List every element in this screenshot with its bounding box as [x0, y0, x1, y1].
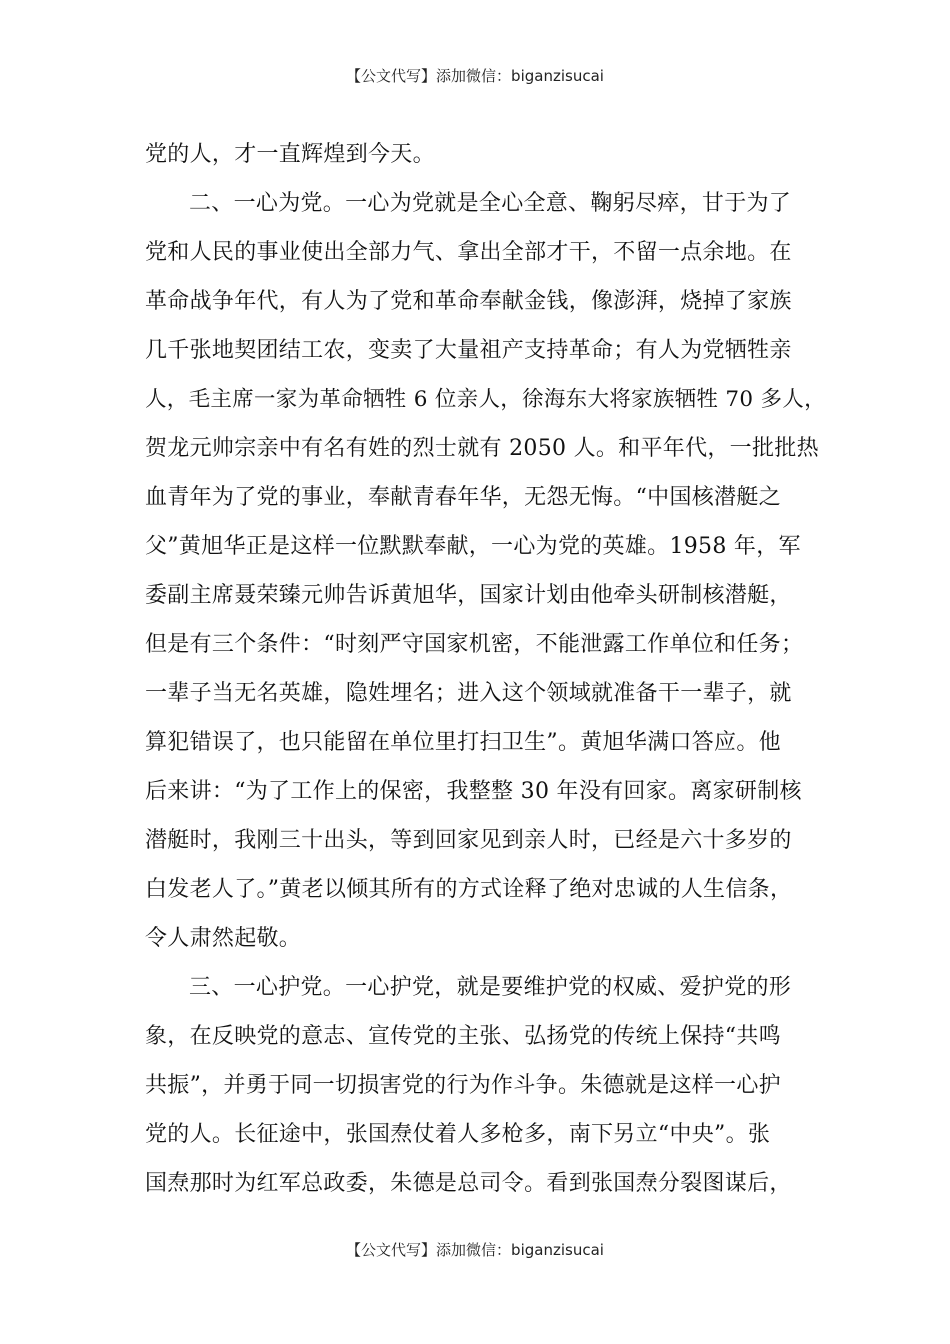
paragraph-first-line: 二、一心为党。一心为党就是全心全意、鞠躬尽瘁，甘于为了	[189, 191, 792, 216]
text-line: 血青年为了党的事业，奉献青春年华，无怨无悔。“中国核潜艇之	[145, 485, 781, 510]
page-header: 【公文代写】添加微信：biganzisucai	[346, 67, 604, 85]
text-line: 几千张地契团结工农，变卖了大量祖产支持革命；有人为党牺牲亲	[145, 338, 792, 363]
paragraph-first-line: 三、一心护党。一心护党，就是要维护党的权威、爱护党的形	[189, 975, 792, 1000]
text-line: 国焘那时为红军总政委，朱德是总司令。看到张国焘分裂图谋后，	[145, 1171, 792, 1196]
text-line: 人，毛主席一家为革命牺牲 6 位亲人，徐海东大将家族牺牲 70 多人，	[145, 387, 826, 412]
text-line: 算犯错误了，也只能留在单位里打扫卫生”。黄旭华满口答应。他	[145, 730, 781, 755]
document-body	[145, 130, 825, 1208]
text-line: 党的人，才一直辉煌到今天。	[145, 142, 435, 167]
text-line: 潜艇时，我刚三十出头，等到回家见到亲人时，已经是六十多岁的	[145, 828, 792, 853]
text-line: 一辈子当无名英雄，隐姓埋名；进入这个领域就准备干一辈子，就	[145, 681, 792, 706]
text-line: 父”黄旭华正是这样一位默默奉献，一心为党的英雄。1958 年，军	[145, 534, 801, 559]
text-line: 白发老人了。”黄老以倾其所有的方式诠释了绝对忠诚的人生信条，	[145, 877, 793, 902]
text-line: 革命战争年代，有人为了党和革命奉献金钱，像澎湃，烧掉了家族	[145, 289, 792, 314]
text-line: 委副主席聂荣臻元帅告诉黄旭华，国家计划由他牵头研制核潜艇，	[145, 583, 792, 608]
text-line: 令人肃然起敬。	[145, 926, 302, 951]
text-line: 后来讲：“为了工作上的保密，我整整 30 年没有回家。离家研制核	[145, 779, 802, 804]
page-footer: 【公文代写】添加微信：biganzisucai	[346, 1241, 604, 1259]
text-line: 党和人民的事业使出全部力气、拿出全部才干，不留一点余地。在	[145, 240, 792, 265]
text-line: 但是有三个条件：“时刻严守国家机密，不能泄露工作单位和任务；	[145, 632, 804, 657]
text-line: 贺龙元帅宗亲中有名有姓的烈士就有 2050 人。和平年代，一批批热	[145, 436, 819, 461]
text-line: 象，在反映党的意志、宣传党的主张、弘扬党的传统上保持“共鸣	[145, 1024, 781, 1049]
text-line: 党的人。长征途中，张国焘仗着人多枪多，南下另立“中央”。张	[145, 1122, 771, 1147]
text-line: 共振”，并勇于同一切损害党的行为作斗争。朱德就是这样一心护	[145, 1073, 781, 1098]
